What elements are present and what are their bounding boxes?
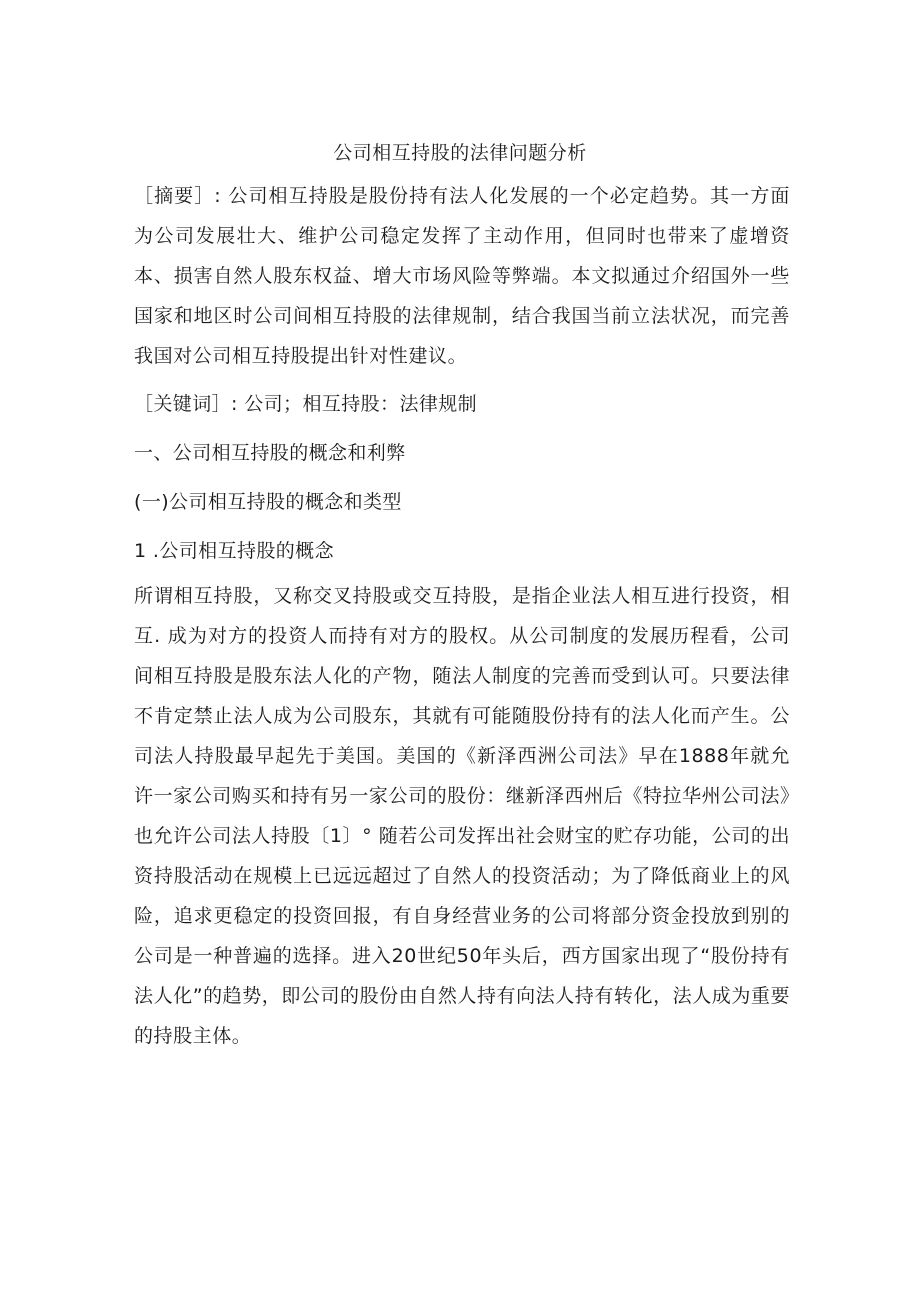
item-heading: 1 .公司相互持股的概念	[134, 540, 334, 562]
keywords-line: ［关键词］: 公司；相互持股：法律规制	[134, 393, 478, 415]
body-paragraph: 所谓相互持股，又称交叉持股或交互持股，是指企业法人相互进行投资，相互. 成为对方的投资人而持有对方的股权。从公司制度的发展历程看，公司间相互持股是股东法人化的产物，随法人制度的完善而受到认可。只要法律不肯定禁止法人成为公司股东，其就有可能随股份持有的法人化而产生。公司法人持股最早起先于美国。美国的《新泽西洲公司法》早在1888年就允许一家公司购买和持有另一家公司的股份：继新泽西州后《特拉华州公司法》也允许公司法人持股〔1〕° 随若公司发挥出社会财宝的贮存功能，公司的出资持股活动在规模上已远远超过了自然人的投资活动；为了降低商业上的风险，追求更稳定的投资回报，有自身经营业务的公司将部分资金投放到别的公司是一种普遍的选择。进入20世纪50年头后，西方国家出现了“股份持有法人化”的趋势，即公司的股份由自然人持有向法人持有转化，法人成为重要的持股主体。	[134, 585, 790, 1047]
abstract-paragraph: ［摘要］: 公司相互持股是股份持有法人化发展的一个必定趋势。其一方面为公司发展壮大、维护公司稳定发挥了主动作用，但同时也带来了虚增资本、损害自然人股东权益、增大市场风险等弊端。本文拟通过介绍国外一些国家和地区时公司间相互持股的法律规制，结合我国当前立法状况，而完善我国对公司相互持股提出针对性建议。	[134, 185, 790, 367]
subsection-heading: (一)公司相互持股的概念和类型	[134, 491, 402, 513]
document-title: 公司相互持股的法律问题分析	[333, 142, 587, 164]
document-body	[134, 176, 790, 1056]
section-heading: 一、公司相互持股的概念和利弊	[134, 442, 406, 464]
